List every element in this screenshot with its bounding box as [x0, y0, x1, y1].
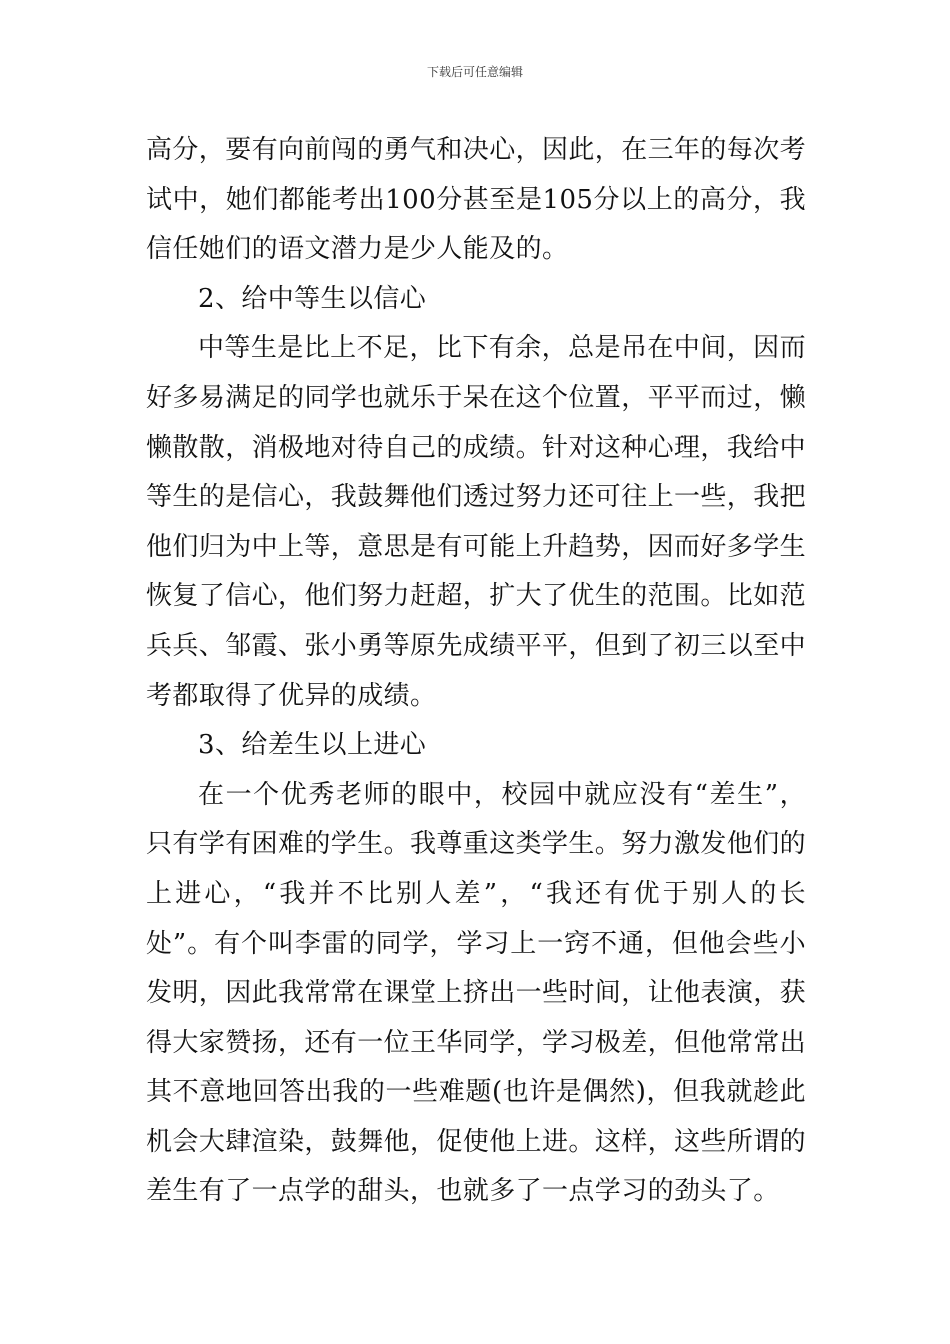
paragraph-continuation: 高分，要有向前闯的勇气和决心，因此，在三年的每次考试中，她们都能考出100分甚至是105分以上的高分，我信任她们的语文潜力是少人能及的。: [146, 135, 807, 265]
page-header-note: 下载后可任意编辑: [426, 65, 523, 79]
document-body: [146, 126, 806, 1217]
section-heading-middle-students: 2、给中等生以信心: [198, 283, 427, 314]
paragraph-middle-students: 中等生是比上不足，比下有余，总是吊在中间，因而好多易满足的同学也就乐于呆在这个位置，平平而过，懒懒散散，消极地对待自己的成绩。针对这种心理，我给中等生的是信心，我鼓舞他们透过努力还可往上一些，我把他们归为中上等，意思是有可能上升趋势，因而好多学生恢复了信心，他们努力赶超，扩大了优生的范围。比如范兵兵、邹霞、张小勇等原先成绩平平，但到了初三以至中考都取得了优异的成绩。: [146, 333, 807, 711]
paragraph-weak-students: 在一个优秀老师的眼中，校园中就应没有“差生”，只有学有困难的学生。我尊重这类学生。努力激发他们的上进心，“我并不比别人差”，“我还有优于别人的长处”。有个叫李雷的同学，学习上一窍不通，但他会些小发明，因此我常常在课堂上挤出一些时间，让他表演，获得大家赞扬，还有一位王华同学，学习极差，但他常常出其不意地回答出我的一些难题(也许是偶然)，但我就趁此机会大肆渲染，鼓舞他，促使他上进。这样，这些所谓的差生有了一点学的甜头，也就多了一点学习的劲头了。: [146, 779, 807, 1207]
section-heading-weak-students: 3、给差生以上进心: [198, 730, 427, 761]
